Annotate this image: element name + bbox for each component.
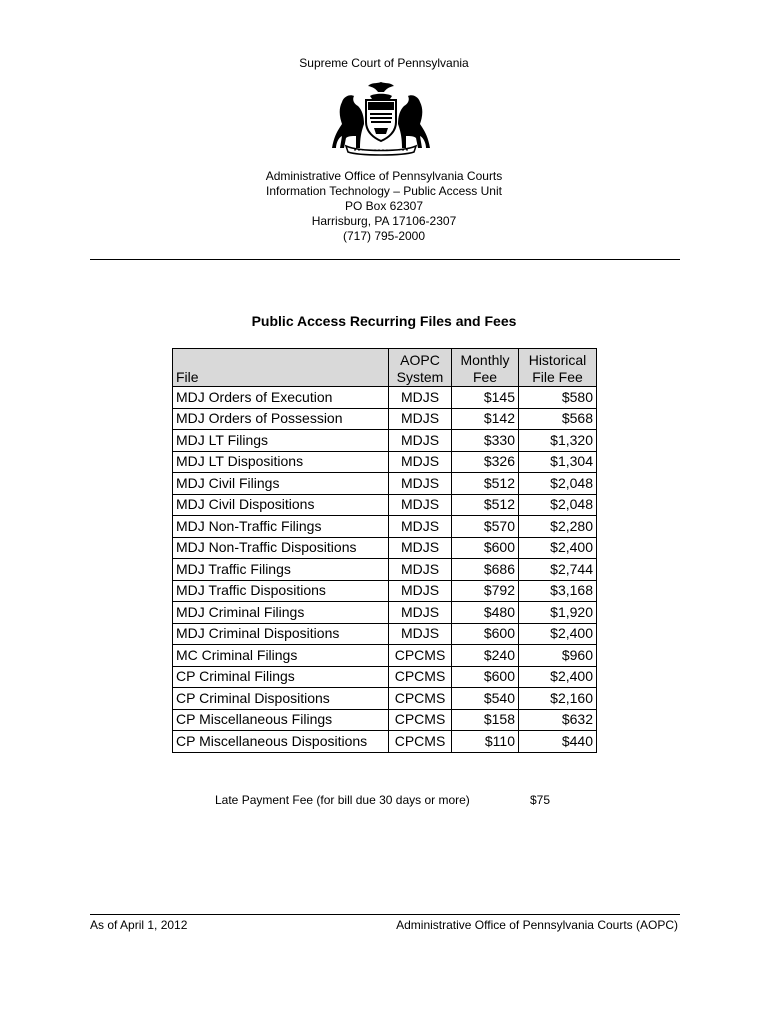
footer-organization: Administrative Office of Pennsylvania Courts (AOPC) [396, 918, 678, 932]
cell-file: CP Miscellaneous Dispositions [173, 731, 389, 753]
cell-historical-fee: $1,920 [519, 602, 597, 624]
cell-historical-fee: $2,280 [519, 516, 597, 538]
cell-historical-fee: $440 [519, 731, 597, 753]
cell-file: MDJ LT Filings [173, 430, 389, 452]
cell-historical-fee: $2,048 [519, 494, 597, 516]
cell-monthly-fee: $512 [452, 494, 519, 516]
address-line: PO Box 62307 [344, 199, 424, 213]
cell-system: CPCMS [389, 731, 452, 753]
table-row [173, 666, 597, 688]
cell-system: MDJS [389, 387, 452, 409]
cell-file: CP Criminal Dispositions [173, 688, 389, 710]
cell-file: MDJ Non-Traffic Filings [173, 516, 389, 538]
table-row [173, 408, 597, 430]
cell-system: MDJS [389, 473, 452, 495]
cell-system: MDJS [389, 623, 452, 645]
cell-historical-fee: $3,168 [519, 580, 597, 602]
table-row [173, 709, 597, 731]
cell-monthly-fee: $145 [452, 387, 519, 409]
cell-system: MDJS [389, 580, 452, 602]
cell-system: MDJS [389, 559, 452, 581]
cell-system: MDJS [389, 516, 452, 538]
cell-file: CP Criminal Filings [173, 666, 389, 688]
cell-historical-fee: $1,320 [519, 430, 597, 452]
cell-file: MDJ Orders of Possession [173, 408, 389, 430]
cell-historical-fee: $2,160 [519, 688, 597, 710]
header-label: Monthly [460, 352, 510, 368]
header-divider [90, 259, 680, 260]
table-row [173, 559, 597, 581]
cell-monthly-fee: $158 [452, 709, 519, 731]
cell-file: MDJ Civil Dispositions [173, 494, 389, 516]
court-name: Supreme Court of Pennsylvania [299, 56, 469, 70]
address-line: Information Technology – Public Access Unit [266, 184, 502, 198]
cell-historical-fee: $2,744 [519, 559, 597, 581]
cell-file: MDJ Orders of Execution [173, 387, 389, 409]
table-row [173, 623, 597, 645]
table-row [173, 451, 597, 473]
cell-file: MDJ LT Dispositions [173, 451, 389, 473]
cell-system: MDJS [389, 537, 452, 559]
table-row [173, 602, 597, 624]
cell-file: MC Criminal Filings [173, 645, 389, 667]
table-row [173, 645, 597, 667]
cell-historical-fee: $2,400 [519, 537, 597, 559]
table-header-row [173, 349, 597, 387]
cell-file: MDJ Non-Traffic Dispositions [173, 537, 389, 559]
pennsylvania-coat-of-arms-icon [324, 78, 438, 156]
cell-monthly-fee: $480 [452, 602, 519, 624]
cell-file: MDJ Criminal Dispositions [173, 623, 389, 645]
cell-monthly-fee: $330 [452, 430, 519, 452]
late-fee-label: Late Payment Fee (for bill due 30 days or more) [215, 793, 470, 807]
cell-system: MDJS [389, 408, 452, 430]
cell-monthly-fee: $540 [452, 688, 519, 710]
header-label: System [396, 369, 444, 385]
table-row [173, 688, 597, 710]
header-label: File Fee [532, 369, 583, 385]
table-row [173, 430, 597, 452]
cell-historical-fee: $2,048 [519, 473, 597, 495]
cell-monthly-fee: $600 [452, 537, 519, 559]
cell-file: MDJ Traffic Dispositions [173, 580, 389, 602]
address-line: Harrisburg, PA 17106-2307 [311, 214, 457, 228]
header-label: Fee [472, 369, 498, 385]
cell-system: CPCMS [389, 688, 452, 710]
cell-system: CPCMS [389, 709, 452, 731]
cell-system: CPCMS [389, 645, 452, 667]
cell-system: MDJS [389, 602, 452, 624]
cell-monthly-fee: $512 [452, 473, 519, 495]
table-row [173, 580, 597, 602]
cell-monthly-fee: $600 [452, 666, 519, 688]
table-row [173, 516, 597, 538]
cell-monthly-fee: $686 [452, 559, 519, 581]
fees-table-body [173, 387, 597, 753]
cell-system: MDJS [389, 430, 452, 452]
cell-monthly-fee: $240 [452, 645, 519, 667]
address-block [0, 169, 768, 244]
address-line: (717) 795-2000 [342, 229, 426, 243]
cell-monthly-fee: $142 [452, 408, 519, 430]
cell-monthly-fee: $570 [452, 516, 519, 538]
cell-historical-fee: $2,400 [519, 666, 597, 688]
header-historical-fee [519, 349, 597, 387]
cell-system: CPCMS [389, 666, 452, 688]
cell-file: MDJ Criminal Filings [173, 602, 389, 624]
cell-file: MDJ Civil Filings [173, 473, 389, 495]
document-title: Public Access Recurring Files and Fees [251, 313, 517, 329]
table-row [173, 387, 597, 409]
cell-monthly-fee: $792 [452, 580, 519, 602]
cell-system: MDJS [389, 494, 452, 516]
cell-historical-fee: $2,400 [519, 623, 597, 645]
footer-date: As of April 1, 2012 [90, 918, 188, 932]
cell-file: CP Miscellaneous Filings [173, 709, 389, 731]
footer-divider [90, 914, 680, 915]
cell-monthly-fee: $110 [452, 731, 519, 753]
table-row [173, 731, 597, 753]
header-label: AOPC [400, 352, 440, 368]
cell-file: MDJ Traffic Filings [173, 559, 389, 581]
cell-historical-fee: $632 [519, 709, 597, 731]
table-row [173, 537, 597, 559]
header-label: Historical [528, 352, 587, 368]
cell-system: MDJS [389, 451, 452, 473]
cell-monthly-fee: $326 [452, 451, 519, 473]
fees-table [172, 348, 597, 753]
header-monthly-fee [452, 349, 519, 387]
cell-historical-fee: $960 [519, 645, 597, 667]
table-row [173, 494, 597, 516]
late-fee-value: $75 [530, 793, 551, 807]
cell-monthly-fee: $600 [452, 623, 519, 645]
table-row [173, 473, 597, 495]
header-file: File [173, 349, 389, 387]
cell-historical-fee: $580 [519, 387, 597, 409]
cell-historical-fee: $568 [519, 408, 597, 430]
cell-historical-fee: $1,304 [519, 451, 597, 473]
header-aopc-system [389, 349, 452, 387]
address-line: Administrative Office of Pennsylvania Courts [265, 169, 503, 183]
